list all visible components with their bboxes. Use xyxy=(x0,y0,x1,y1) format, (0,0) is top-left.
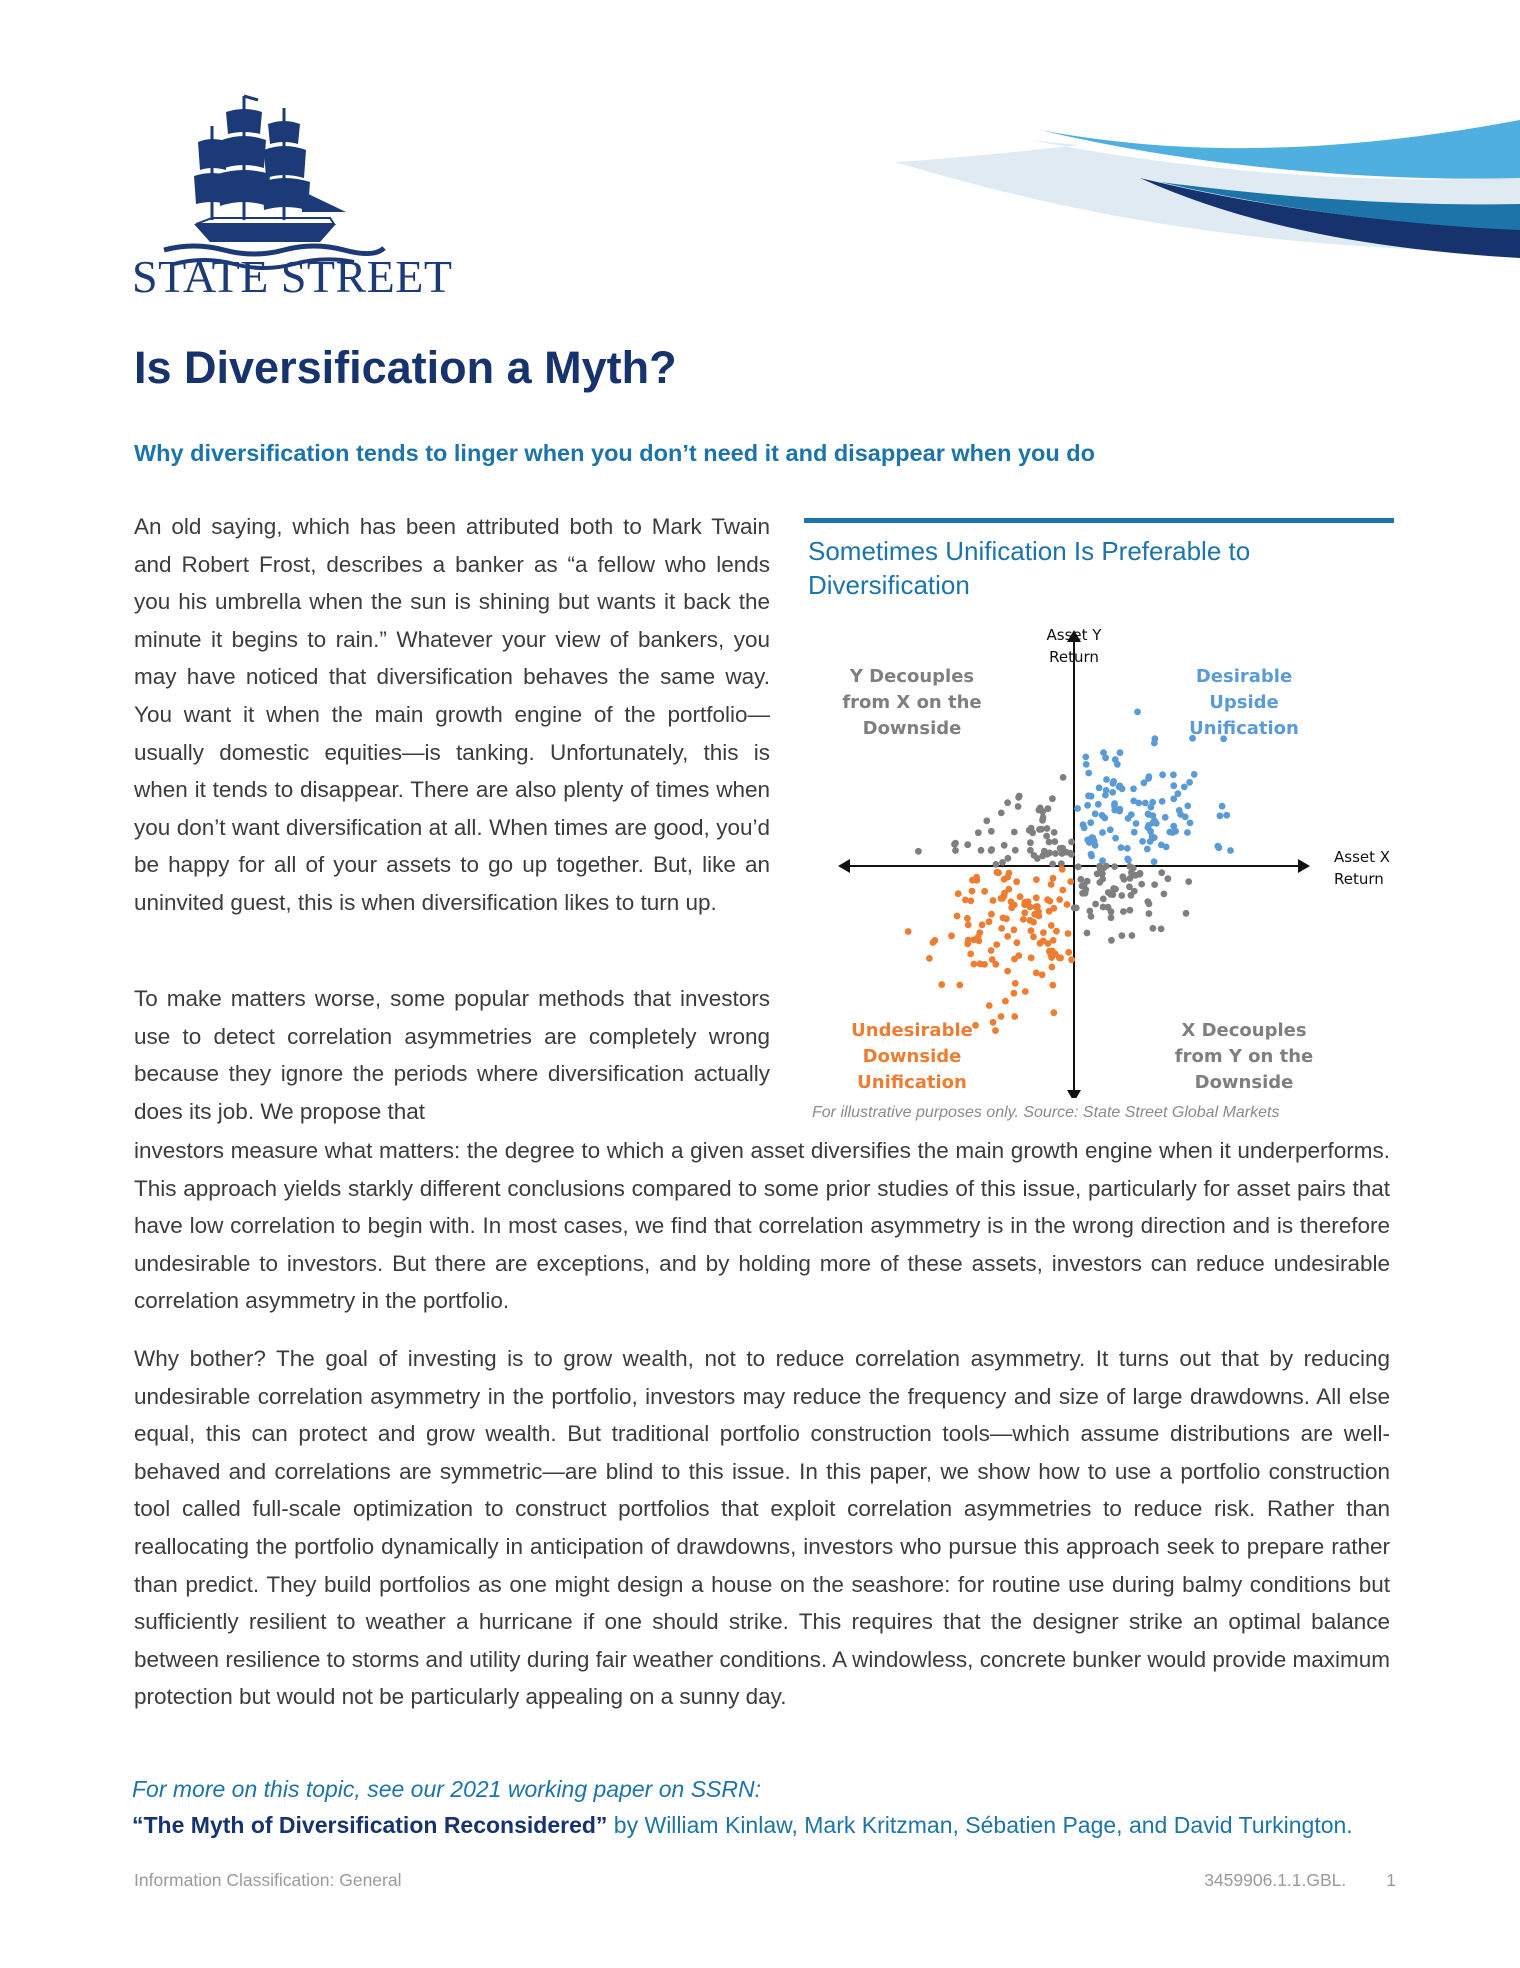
scatter-point xyxy=(1004,799,1011,806)
scatter-point xyxy=(948,932,955,939)
scatter-point xyxy=(1046,898,1053,905)
figure-scatter-panel xyxy=(804,518,1396,1130)
scatter-point xyxy=(981,961,988,968)
scatter-point xyxy=(1187,820,1194,827)
scatter-point xyxy=(1162,814,1169,821)
figure-title: Sometimes Unification Is Preferable to Diversification xyxy=(808,536,1251,600)
scatter-point xyxy=(1075,863,1082,870)
x-axis-arrow-right xyxy=(1298,859,1310,873)
scatter-point xyxy=(998,810,1005,817)
figure-top-rule xyxy=(804,518,1394,523)
scatter-point xyxy=(1186,779,1193,786)
scatter-point xyxy=(1049,948,1056,955)
scatter-point xyxy=(1159,771,1166,778)
scatter-point xyxy=(952,847,959,854)
scatter-point xyxy=(1134,709,1141,716)
scatter-point xyxy=(1150,819,1157,826)
scatter-point xyxy=(1028,927,1035,934)
scatter-point xyxy=(1012,980,1019,987)
scatter-point xyxy=(1057,955,1064,962)
scatter-point xyxy=(1011,926,1018,933)
footer-classification: Information Classification: General xyxy=(134,1870,402,1890)
scatter-point xyxy=(988,847,995,854)
scatter-point xyxy=(1027,904,1034,911)
scatter-point xyxy=(1004,933,1011,940)
scatter-point xyxy=(1139,838,1146,845)
scatter-point xyxy=(1049,982,1056,989)
scatter-point xyxy=(1127,875,1134,882)
scatter-point xyxy=(1217,812,1224,819)
scatter-point xyxy=(1051,838,1058,845)
scatter-point xyxy=(986,918,993,925)
scatter-point xyxy=(1170,795,1177,802)
scatter-point xyxy=(1088,834,1095,841)
scatter-point xyxy=(978,847,985,854)
scatter-point xyxy=(981,888,988,895)
scatter-point xyxy=(1227,847,1234,854)
scatter-point xyxy=(1052,850,1059,857)
scatter-point xyxy=(1059,845,1066,852)
scatter-point xyxy=(1074,805,1081,812)
scatter-point xyxy=(983,817,990,824)
scatter-point xyxy=(1011,990,1018,997)
x-axis-arrow-left xyxy=(838,859,850,873)
scatter-point xyxy=(1158,926,1165,933)
scatter-point xyxy=(1092,810,1099,817)
scatter-point xyxy=(970,961,977,968)
scatter-point xyxy=(1151,858,1158,865)
scatter-point xyxy=(1152,735,1159,742)
scatter-point xyxy=(956,982,963,989)
scatter-point xyxy=(1109,789,1116,796)
scatter-chart xyxy=(804,608,1396,1098)
brand-wordmark: STATE STREET xyxy=(132,251,453,302)
scatter-point xyxy=(1083,761,1090,768)
scatter-point xyxy=(1050,937,1057,944)
scatter-point xyxy=(1126,883,1133,890)
scatter-point xyxy=(969,888,976,895)
footer-doc-id: 3459906.1.1.GBL. xyxy=(1204,1870,1347,1890)
scatter-point xyxy=(1067,878,1074,885)
scatter-point xyxy=(1028,954,1035,961)
scatter-point xyxy=(1084,878,1091,885)
quadrant-label-top-left: Y Decouples from X on the Downside xyxy=(842,666,982,739)
scatter-point xyxy=(1040,938,1047,945)
scatter-point xyxy=(1084,930,1091,937)
scatter-point xyxy=(926,955,933,962)
scatter-point xyxy=(1021,909,1028,916)
paper-citation xyxy=(132,1812,1353,1839)
paper-authors: by William Kinlaw, Mark Kritzman, Sébatien Page, and David Turkington. xyxy=(607,1812,1353,1838)
scatter-point xyxy=(1035,807,1042,814)
scatter-point xyxy=(1128,892,1135,899)
scatter-point xyxy=(968,898,975,905)
scatter-point xyxy=(1048,881,1055,888)
scatter-point xyxy=(989,956,996,963)
scatter-point xyxy=(1077,876,1084,883)
scatter-point xyxy=(1181,784,1188,791)
scatter-point xyxy=(1088,793,1095,800)
scatter-point xyxy=(1048,922,1055,929)
scatter-point xyxy=(1107,826,1114,833)
scatter-point xyxy=(1184,803,1191,810)
scatter-point xyxy=(1087,819,1094,826)
scatter-point xyxy=(1103,787,1110,794)
scatter-point xyxy=(1112,756,1119,763)
scatter-point xyxy=(1145,811,1152,818)
scatter-point xyxy=(1068,839,1075,846)
scatter-point xyxy=(1005,855,1012,862)
scatter-point xyxy=(1129,932,1136,939)
scatter-point xyxy=(1119,785,1126,792)
scatter-point xyxy=(1176,807,1183,814)
scatter-point xyxy=(1111,800,1118,807)
scatter-point xyxy=(988,947,995,954)
scatter-point xyxy=(998,925,1005,932)
scatter-point xyxy=(1011,1013,1018,1020)
scatter-point xyxy=(1012,847,1019,854)
scatter-point xyxy=(1085,770,1092,777)
scatter-point xyxy=(1120,908,1127,915)
scatter-point xyxy=(1144,898,1151,905)
scatter-point xyxy=(1043,833,1050,840)
scatter-point xyxy=(1049,861,1056,868)
scatter-point xyxy=(1161,891,1168,898)
scatter-point xyxy=(1130,798,1137,805)
scatter-point xyxy=(1088,851,1095,858)
scatter-point xyxy=(1022,988,1029,995)
scatter-point xyxy=(1131,829,1138,836)
scatter-point xyxy=(1036,913,1043,920)
scatter-point xyxy=(965,921,972,928)
scatter-point xyxy=(1158,869,1165,876)
scatter-point xyxy=(1064,901,1071,908)
scatter-point xyxy=(938,981,945,988)
scatter-point xyxy=(1142,800,1149,807)
y-axis-arrow-down xyxy=(1067,1090,1081,1098)
scatter-point xyxy=(993,861,1000,868)
scatter-point xyxy=(1088,913,1095,920)
scatter-point xyxy=(1158,842,1165,849)
scatter-point xyxy=(969,877,976,884)
scatter-point xyxy=(964,915,971,922)
scatter-point xyxy=(1219,803,1226,810)
x-axis-label: Asset X Return xyxy=(1334,848,1391,888)
scatter-point xyxy=(1079,883,1086,890)
body-paragraph-1: An old saying, which has been attributed both to Mark Twain and Robert Frost, describes a banker as “a fellow who lends you his umbrella when the sun is shining but wants it back the minute it begins to rain.” Whatever your view of bankers, you may have noticed that diversification behaves the same way. You want it when the main growth engine of the portfolio—usually domestic equities—is tanking. Unfortunately, this is when it tends to disappear. There are also plenty of times when you don’t want diversification at all. When times are good, you’d be happy for all of your assets to go up together. But, like an uninvited guest, this is when diversification likes to turn up. xyxy=(134,514,770,915)
scatter-point xyxy=(1138,881,1145,888)
scatter-point xyxy=(1102,754,1109,761)
scatter-point xyxy=(1095,801,1102,808)
scatter-point xyxy=(1170,782,1177,789)
scatter-point xyxy=(1011,956,1018,963)
scatter-point xyxy=(1041,848,1048,855)
scatter-point xyxy=(1119,932,1126,939)
scatter-point xyxy=(1127,907,1134,914)
scatter-point xyxy=(1020,916,1027,923)
scatter-point xyxy=(1099,812,1106,819)
scatter-point xyxy=(998,1013,1005,1020)
scatter-point xyxy=(1016,793,1023,800)
scatter-point xyxy=(1147,838,1154,845)
scatter-point xyxy=(954,913,961,920)
scatter-point xyxy=(1100,904,1107,911)
scatter-point xyxy=(1099,857,1106,864)
scatter-point xyxy=(1112,835,1119,842)
scatter-point xyxy=(1050,875,1057,882)
scatter-point xyxy=(1183,910,1190,917)
y-axis-label: Asset Y Return xyxy=(1046,626,1102,666)
scatter-point xyxy=(1148,804,1155,811)
scatter-point xyxy=(1051,829,1058,836)
scatter-point xyxy=(1108,908,1115,915)
scatter-point xyxy=(975,934,982,941)
scatter-point xyxy=(1116,808,1123,815)
scatter-point xyxy=(1118,844,1125,851)
scatter-point xyxy=(992,1027,999,1034)
scatter-point xyxy=(1015,803,1022,810)
scatter-point xyxy=(1001,842,1008,849)
scatter-point xyxy=(1191,771,1198,778)
scatter-point xyxy=(1184,829,1191,836)
scatter-point xyxy=(1065,949,1072,956)
scatter-point xyxy=(1000,915,1007,922)
scatter-point xyxy=(905,928,912,935)
scatter-point xyxy=(994,869,1001,876)
scatter-point xyxy=(1049,795,1056,802)
scatter-point xyxy=(1081,825,1088,832)
scatter-point xyxy=(1119,873,1126,880)
scatter-point xyxy=(1039,971,1046,978)
footer-right xyxy=(1204,1870,1396,1891)
scatter-point xyxy=(1082,890,1089,897)
scatter-point xyxy=(1151,881,1158,888)
page-subtitle: Why diversification tends to linger when you don’t need it and disappear when you do xyxy=(134,440,1095,466)
scatter-point xyxy=(1040,929,1047,936)
scatter-point xyxy=(1170,772,1177,779)
scatter-point xyxy=(1002,998,1009,1005)
scatter-point xyxy=(1124,856,1131,863)
scatter-point xyxy=(1108,937,1115,944)
scatter-point xyxy=(1130,785,1137,792)
scatter-point xyxy=(993,941,1000,948)
scatter-point xyxy=(1118,892,1125,899)
paper-title: “The Myth of Diversification Reconsidered” xyxy=(132,1812,608,1838)
scatter-point xyxy=(1065,930,1072,937)
scatter-point xyxy=(955,890,962,897)
scatter-point xyxy=(1030,919,1037,926)
scatter-point xyxy=(1112,886,1119,893)
scatter-point xyxy=(1159,798,1166,805)
scatter-point xyxy=(1099,829,1106,836)
scatter-point xyxy=(1029,829,1036,836)
scatter-point xyxy=(1031,852,1038,859)
scatter-point xyxy=(1084,802,1091,809)
scatter-point xyxy=(1182,813,1189,820)
scatter-point xyxy=(1004,968,1011,975)
scatter-point xyxy=(999,859,1006,866)
scatter-point xyxy=(1005,886,1012,893)
scatter-point xyxy=(1059,887,1066,894)
scatter-point xyxy=(988,911,995,918)
scatter-point xyxy=(1053,928,1060,935)
scatter-point xyxy=(990,897,997,904)
scatter-point xyxy=(1046,839,1053,846)
more-info-text: For more on this topic, see our 2021 working paper on SSRN: xyxy=(132,1776,761,1802)
scatter-point xyxy=(1008,904,1015,911)
scatter-point xyxy=(986,1002,993,1009)
scatter-point xyxy=(998,895,1005,902)
scatter-point xyxy=(1107,891,1114,898)
scatter-point xyxy=(1082,754,1089,761)
scatter-point xyxy=(1049,964,1056,971)
scatter-point xyxy=(1130,865,1137,872)
scatter-point xyxy=(1097,865,1104,872)
body-paragraph-2: To make matters worse, some popular methods that investors use to detect correlation asymmetries are completely wrong because they ignore the periods where diversification actually does its job. We propose that xyxy=(134,986,770,1124)
scatter-point xyxy=(1050,1009,1057,1016)
scatter-point xyxy=(1033,903,1040,910)
scatter-point xyxy=(1146,910,1153,917)
scatter-point xyxy=(1008,898,1015,905)
figure-source: For illustrative purposes only. Source: State Street Global Markets xyxy=(812,1104,1280,1121)
quadrant-label-bottom-right: X Decouples from Y on the Downside xyxy=(1174,1020,1314,1093)
scatter-point xyxy=(1165,875,1172,882)
scatter-point xyxy=(1124,845,1131,852)
scatter-point xyxy=(964,841,971,848)
scatter-point xyxy=(1011,829,1018,836)
scatter-point xyxy=(1027,839,1034,846)
scatter-point xyxy=(965,937,972,944)
scatter-point xyxy=(1185,878,1192,885)
body-paragraph-3: investors measure what matters: the degree to which a given asset diversifies the main growth engine when it underperforms. This approach yields starkly different conclusions compared to some prior studies of this issue, particularly for asset pairs that have low correlation to begin with. In most cases, we find that correlation asymmetry is in the wrong direction and is therefore undesirable to investors. But there are exceptions, and by holding more of these assets, investors can reduce undesirable correlation asymmetry in the portfolio. xyxy=(134,1138,1390,1314)
scatter-point xyxy=(1068,851,1075,858)
scatter-point xyxy=(915,848,922,855)
scatter-point xyxy=(1100,896,1107,903)
body-paragraph-4: Why bother? The goal of investing is to grow wealth, not to reduce correlation asymmetry. It turns out that by reducing undesirable correlation asymmetry in the portfolio, investors may reduce the frequency and size of large drawdowns. All else equal, this can protect and grow wealth. But traditional portfolio construction tools—which assume distributions are well-behaved and correlations are symmetric—are blind to this issue. In this paper, we show how to use a portfolio construction tool called full-scale optimization to construct portfolios that exploit correlation asymmetries to reduce risk. Rather than reallocating the portfolio dynamically in anticipation of drawdowns, investors who pursue this approach seek to prepare rather than predict. They build portfolios as one might design a house on the seashore: for routine use during balmy conditions but sufficiently resilient to weather a hurricane if one should strike. This requires that the designer strike an optimal balance between resilience to storms and utility during fair weather conditions. A windowless, concrete bunker would provide maximum protection but would not be particularly appealing on a sunny day. xyxy=(134,1346,1390,1710)
scatter-point xyxy=(1013,878,1020,885)
scatter-point xyxy=(1033,876,1040,883)
scatter-point xyxy=(952,840,959,847)
scatter-point xyxy=(972,1022,979,1029)
scatter-point xyxy=(1147,828,1154,835)
scatter-point xyxy=(1223,812,1230,819)
scatter-point xyxy=(1073,905,1080,912)
scatter-point xyxy=(1108,914,1115,921)
scatter-point xyxy=(1150,925,1157,932)
scatter-point xyxy=(1033,894,1040,901)
scatter-point xyxy=(1068,956,1075,963)
footer-page-number: 1 xyxy=(1386,1870,1396,1890)
scatter-point xyxy=(1056,896,1063,903)
scatter-point xyxy=(1036,826,1043,833)
scatter-point xyxy=(1092,901,1099,908)
scatter-point xyxy=(1111,863,1118,870)
scatter-point xyxy=(1099,876,1106,883)
scatter-point xyxy=(1128,811,1135,818)
scatter-point xyxy=(1017,893,1024,900)
scatter-point xyxy=(1004,874,1011,881)
scatter-point xyxy=(990,1019,997,1026)
scatter-point xyxy=(1117,749,1124,756)
scatter-point xyxy=(967,951,974,958)
scatter-point xyxy=(1059,866,1066,873)
scatter-point xyxy=(975,829,982,836)
scatter-point xyxy=(1144,846,1151,853)
scatter-point xyxy=(979,921,986,928)
scatter-point xyxy=(988,828,995,835)
quadrant-label-bottom-left: Undesirable Downside Unification xyxy=(851,1020,973,1093)
scatter-point xyxy=(1110,778,1117,785)
scatter-point xyxy=(1039,817,1046,824)
scatter-point xyxy=(1022,899,1029,906)
scatter-point xyxy=(1133,820,1140,827)
quadrant-label-top-right: Desirable Upside Unification xyxy=(1189,666,1299,739)
scatter-point xyxy=(1103,776,1110,783)
scatter-point xyxy=(1096,784,1103,791)
scatter-point xyxy=(1046,908,1053,915)
scatter-point xyxy=(1172,828,1179,835)
scatter-point xyxy=(932,937,939,944)
scatter-point xyxy=(1033,970,1040,977)
scatter-point xyxy=(1216,844,1223,851)
scatter-point xyxy=(1030,934,1037,941)
scatter-point xyxy=(1136,871,1143,878)
scatter-point xyxy=(1145,775,1152,782)
scatter-point xyxy=(1060,774,1067,781)
scatter-point xyxy=(1014,939,1021,946)
page-title: Is Diversification a Myth? xyxy=(134,342,677,393)
